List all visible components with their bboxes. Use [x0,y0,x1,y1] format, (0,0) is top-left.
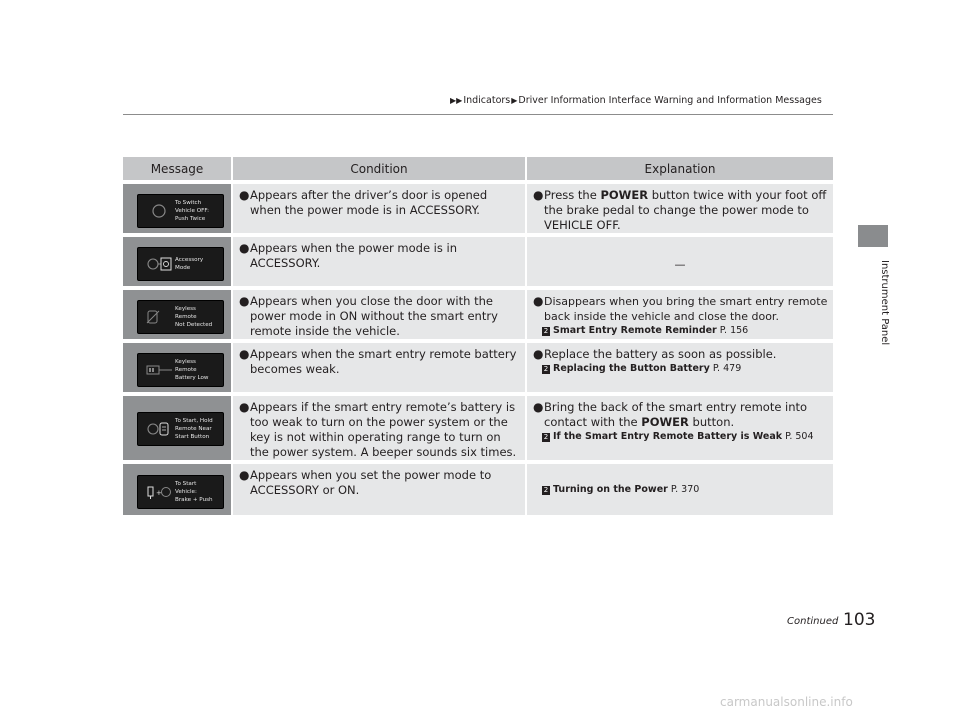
reference-page: P. 504 [785,431,814,442]
bullet-dot: ● [533,188,544,202]
accessory-mode-icon [144,254,174,274]
reference-page: P. 479 [712,363,742,374]
condition-text: Appears when you close the door with the power mode in ON without the smart entry remote inside the vehicle. [250,294,498,338]
screen-line: Push Twice [175,216,206,222]
side-section-label: Instrument Panel [879,260,890,346]
side-label-wrap [880,260,892,380]
continued-label: Continued [787,616,839,627]
screen-line: Accessory [175,257,204,263]
condition-text: Appears if the smart entry remote’s battery is too weak to turn on the power system or the key is not within operating range to turn on the power system. A beeper sounds six times. [250,400,517,459]
section-tab [858,225,888,247]
breadcrumb-indicators[interactable]: Indicators [463,95,511,106]
condition-text: Appears when you set the power mode to ACCESSORY or ON. [250,468,492,497]
keyless-remote-icon [144,307,174,327]
screen-line: Vehicle: [175,489,197,495]
condition-cell [233,286,527,339]
message-screen [137,194,224,228]
screen-line: Remote [175,314,197,320]
explanation-cell [527,392,833,460]
condition-cell [233,180,527,233]
explanation-text: button twice with your foot off the brake pedal to change the power mode to VEHICLE OFF. [544,188,827,232]
screen-line: Not Detected [175,322,213,328]
table-row [123,460,833,515]
table-row [123,286,833,339]
cross-reference[interactable] [542,324,833,338]
bullet-dot: ● [239,468,250,482]
explanation-text: Replace the battery as soon as possible. [544,347,777,361]
condition-cell [233,233,527,286]
reference-title: Turning on the Power [553,484,668,495]
bullet-dot: ● [239,400,250,414]
explanation-text: Press the [544,188,601,202]
breadcrumb-section[interactable]: Driver Information Interface Warning and Information Messages [518,95,822,106]
bullet-dot: ● [533,294,544,308]
screen-line: Battery Low [175,375,209,381]
explanation-cell [527,339,833,392]
remote-near-start-icon [144,419,174,439]
message-cell [123,180,233,233]
message-cell [123,460,233,515]
reference-page: P. 370 [670,484,700,495]
explanation-text: Disappears when you bring the smart entry remote back inside the vehicle and close the door. [544,295,828,323]
screen-line: Mode [175,265,191,271]
reference-title: Replacing the Button Battery [553,363,710,374]
message-cell [123,286,233,339]
power-label: POWER [600,188,649,202]
table-row [123,180,833,233]
explanation-cell [527,233,833,286]
power-button-icon [144,201,174,221]
column-header-explanation: Explanation [527,157,833,180]
reference-title: Smart Entry Remote Reminder [553,325,717,336]
breadcrumb-arrow-icon: ▶▶ [450,96,463,105]
bullet-dot: ● [239,188,250,202]
condition-text: Appears when the power mode is in ACCESSORY. [250,241,457,270]
column-header-message: Message [123,157,233,180]
reference-title: If the Smart Entry Remote Battery is Weak [553,431,783,442]
condition-cell [233,460,527,515]
message-table [123,157,833,515]
message-screen [137,412,224,446]
column-header-condition: Condition [233,157,527,180]
message-cell [123,233,233,286]
table-row [123,233,833,286]
screen-line: Keyless [175,359,196,365]
explanation-text: Bring the back of the smart entry remote into contact with the [544,400,808,429]
screen-line: To Switch [175,200,202,206]
watermark: carmanualsonline.info [720,695,853,709]
bullet-dot: ● [533,347,544,361]
header-rule [123,114,833,115]
svg-text:+: + [156,489,162,497]
screen-line: Remote [175,367,197,373]
power-label: POWER [641,415,689,429]
reference-arrow-icon: 2 [543,486,549,494]
message-screen [137,300,224,334]
bullet-dot: ● [239,347,250,361]
screen-line: Brake + Push [175,497,213,503]
page-number: 103 [843,610,876,630]
screen-line: Vehicle OFF: [175,208,210,214]
brake-push-icon [144,482,174,502]
message-cell [123,392,233,460]
screen-line: To Start [175,481,197,487]
explanation-dash: — [674,258,686,271]
screen-line: Remote Near [175,426,212,432]
condition-cell [233,339,527,392]
message-screen [137,475,224,509]
explanation-cell [527,180,833,233]
condition-cell [233,392,527,460]
reference-arrow-icon: 2 [543,365,549,373]
explanation-cell [527,460,833,515]
message-screen [137,353,224,387]
bullet-dot: ● [533,400,544,414]
reference-page: P. 156 [719,325,749,336]
bullet-dot: ● [239,294,250,308]
condition-text: Appears when the smart entry remote battery becomes weak. [250,347,517,376]
cross-reference[interactable] [542,362,833,376]
reference-arrow-icon: 2 [543,327,549,335]
condition-text: Appears after the driver’s door is opened when the power mode is in ACCESSORY. [250,188,488,217]
breadcrumb [449,95,822,106]
cross-reference[interactable] [542,464,833,497]
table-row [123,392,833,460]
cross-reference[interactable] [542,430,833,444]
screen-line: To Start, Hold [175,418,213,424]
reference-arrow-icon: 2 [543,433,549,441]
breadcrumb-arrow-icon: ▶ [511,96,518,105]
explanation-text: button. [688,415,735,429]
table-row [123,339,833,392]
message-cell [123,339,233,392]
remote-battery-icon [144,360,174,380]
screen-line: Start Button [175,434,210,440]
explanation-cell [527,286,833,339]
bullet-dot: ● [239,241,250,255]
screen-line: Keyless [175,306,196,312]
message-screen [137,247,224,281]
